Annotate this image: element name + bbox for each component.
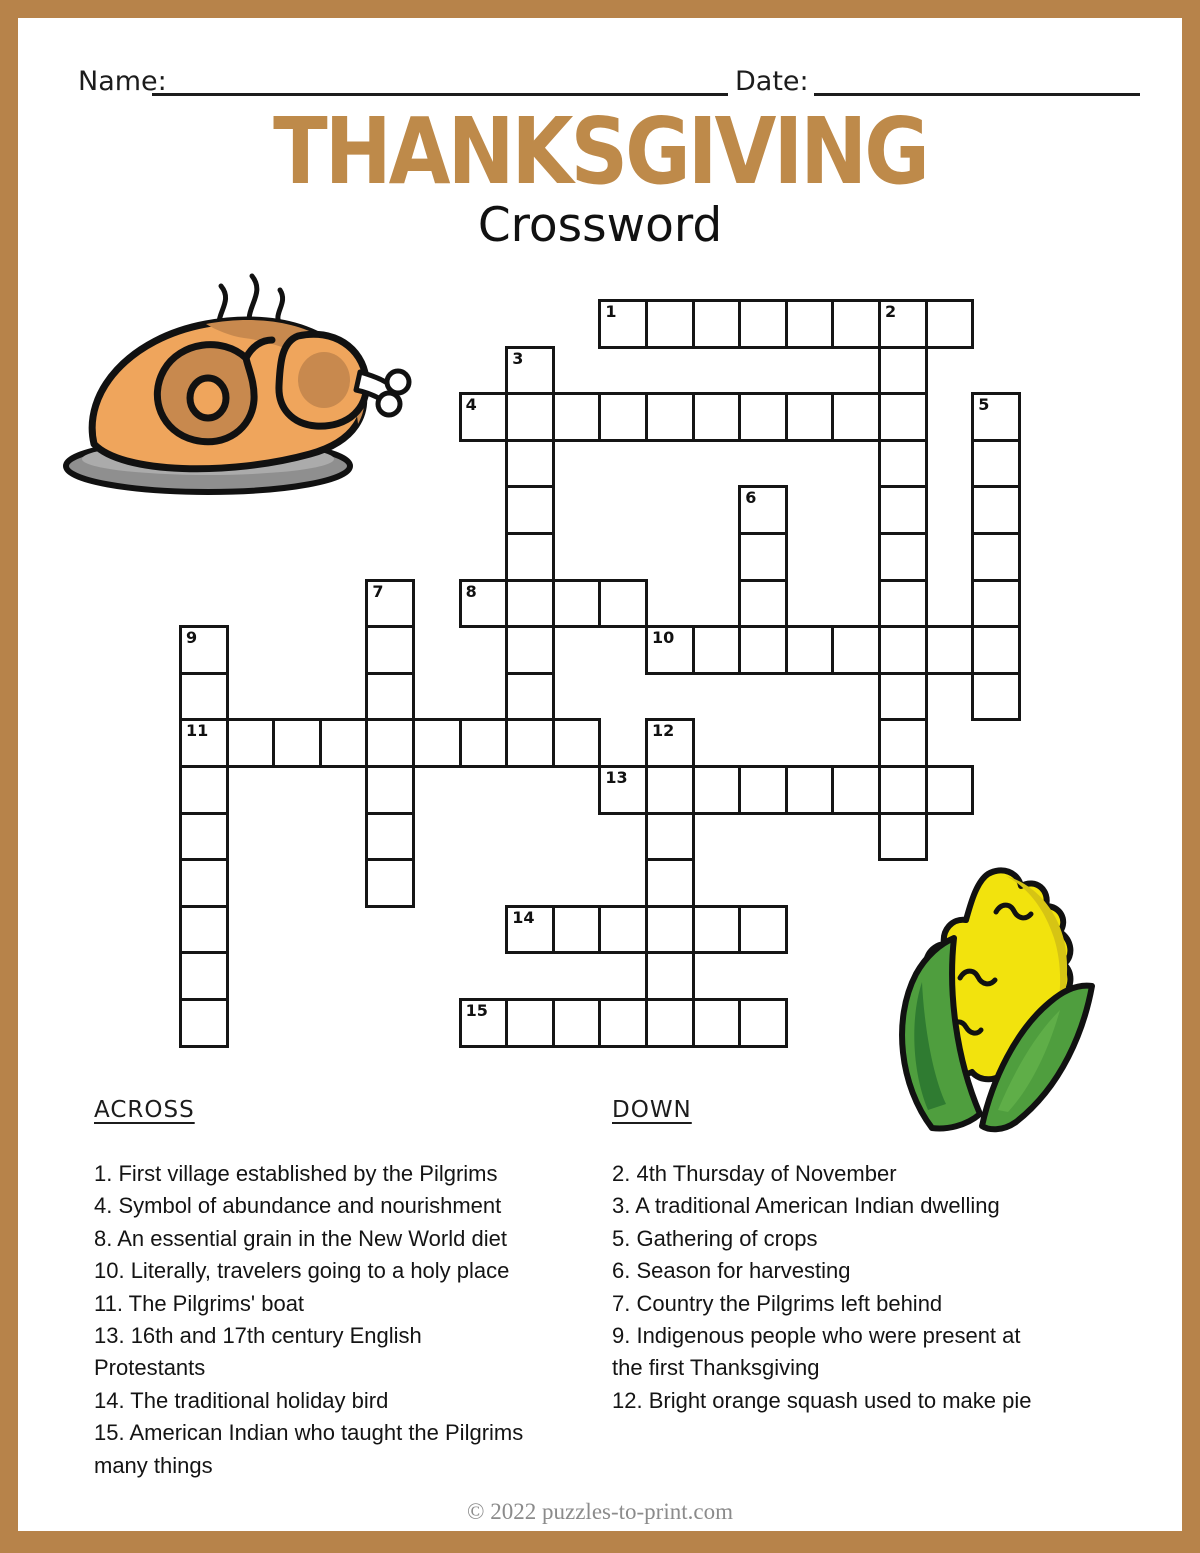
- crossword-cell[interactable]: [738, 905, 788, 955]
- crossword-cell[interactable]: [645, 858, 695, 908]
- across-clues-section: [94, 1097, 614, 1482]
- clue-across-8: 8. An essential grain in the New World diet: [94, 1225, 507, 1251]
- crossword-cell[interactable]: [459, 998, 509, 1048]
- cell-number: 5: [978, 395, 990, 415]
- crossword-cell[interactable]: [878, 625, 928, 675]
- crossword-cell[interactable]: [179, 951, 229, 1001]
- clue-down-2: 2. 4th Thursday of November: [612, 1161, 897, 1186]
- crossword-cell[interactable]: [645, 951, 695, 1001]
- crossword-cell[interactable]: [971, 392, 1021, 442]
- crossword-cell[interactable]: [971, 672, 1021, 722]
- clue-across-14: 14. The traditional holiday bird: [94, 1387, 389, 1413]
- turkey-illustration: [58, 248, 418, 498]
- crossword-cell[interactable]: [878, 299, 928, 349]
- crossword-cell[interactable]: [505, 346, 555, 396]
- clue-across-11: 11. The Pilgrims' boat: [94, 1290, 305, 1316]
- crossword-cell[interactable]: [459, 392, 509, 442]
- crossword-cell[interactable]: [738, 765, 788, 815]
- crossword-cell[interactable]: [785, 765, 835, 815]
- crossword-cell[interactable]: [692, 392, 742, 442]
- crossword-cell[interactable]: [785, 299, 835, 349]
- crossword-cell[interactable]: [552, 392, 602, 442]
- crossword-cell[interactable]: [645, 299, 695, 349]
- crossword-cell[interactable]: [831, 625, 881, 675]
- drumstick: [279, 334, 409, 426]
- crossword-cell[interactable]: [505, 579, 555, 629]
- cell-number: 9: [186, 628, 198, 648]
- crossword-cell[interactable]: [971, 579, 1021, 629]
- crossword-cell[interactable]: [971, 439, 1021, 489]
- down-heading: DOWN: [612, 1097, 692, 1123]
- crossword-cell[interactable]: [738, 625, 788, 675]
- clue-down-9: 9. Indigenous people who were present at the first Thanksgiving: [612, 1323, 1021, 1381]
- date-input-line[interactable]: [814, 93, 1140, 96]
- crossword-cell[interactable]: [505, 998, 555, 1048]
- crossword-cell[interactable]: [319, 718, 369, 768]
- crossword-cell[interactable]: [179, 812, 229, 862]
- crossword-cell[interactable]: [505, 485, 555, 535]
- name-label: Name:: [78, 66, 167, 97]
- crossword-cell[interactable]: [831, 299, 881, 349]
- down-clues-section: [612, 1097, 1157, 1417]
- crossword-cell[interactable]: [878, 439, 928, 489]
- crossword-cell[interactable]: [598, 765, 648, 815]
- cell-number: 8: [465, 581, 477, 601]
- cell-number: 1: [605, 302, 617, 321]
- crossword-cell[interactable]: [459, 579, 509, 629]
- crossword-cell[interactable]: [179, 672, 229, 722]
- cell-number: 13: [605, 768, 628, 787]
- crossword-cell[interactable]: [692, 765, 742, 815]
- cell-number: 15: [465, 1001, 488, 1020]
- clue-down-6: 6. Season for harvesting: [612, 1258, 851, 1284]
- clue-across-10: 10. Literally, travelers going to a holy place: [94, 1258, 510, 1284]
- clue-across-1: 1. First village established by the Pilgrims: [94, 1161, 498, 1186]
- cell-number: 14: [512, 907, 535, 927]
- crossword-cell[interactable]: [971, 485, 1021, 535]
- down-clue-list: [612, 1158, 1157, 1417]
- crossword-cell[interactable]: [365, 812, 415, 862]
- crossword-cell[interactable]: [878, 532, 928, 582]
- crossword-cell[interactable]: [179, 858, 229, 908]
- crossword-cell[interactable]: [179, 998, 229, 1048]
- cell-number: 7: [372, 581, 384, 601]
- crossword-cell[interactable]: [552, 998, 602, 1048]
- crossword-cell[interactable]: [598, 998, 648, 1048]
- page-subtitle: Crossword: [477, 198, 723, 253]
- crossword-cell[interactable]: [645, 765, 695, 815]
- crossword-cell[interactable]: [552, 579, 602, 629]
- clue-across-15: 15. American Indian who taught the Pilgrims many things: [94, 1420, 524, 1478]
- crossword-cell[interactable]: [645, 718, 695, 768]
- crossword-cell[interactable]: [505, 625, 555, 675]
- crossword-cell[interactable]: [179, 718, 229, 768]
- crossword-cell[interactable]: [738, 532, 788, 582]
- cell-number: 10: [652, 628, 675, 648]
- crossword-cell[interactable]: [365, 625, 415, 675]
- crossword-cell[interactable]: [505, 532, 555, 582]
- crossword-cell[interactable]: [505, 905, 555, 955]
- crossword-cell[interactable]: [878, 579, 928, 629]
- crossword-cell[interactable]: [878, 485, 928, 535]
- crossword-cell[interactable]: [785, 625, 835, 675]
- crossword-cell[interactable]: [598, 905, 648, 955]
- crossword-cell[interactable]: [645, 905, 695, 955]
- crossword-cell[interactable]: [552, 905, 602, 955]
- crossword-cell[interactable]: [738, 485, 788, 535]
- crossword-cell[interactable]: [925, 299, 975, 349]
- crossword-cell[interactable]: [692, 625, 742, 675]
- clue-down-12: 12. Bright orange squash used to make pie: [612, 1387, 1032, 1413]
- crossword-cell[interactable]: [878, 765, 928, 815]
- crossword-cell[interactable]: [878, 672, 928, 722]
- crossword-cell[interactable]: [505, 439, 555, 489]
- crossword-cell[interactable]: [692, 299, 742, 349]
- crossword-cell[interactable]: [365, 765, 415, 815]
- crossword-cell[interactable]: [365, 858, 415, 908]
- crossword-cell[interactable]: [179, 905, 229, 955]
- clue-down-5: 5. Gathering of crops: [612, 1225, 818, 1251]
- crossword-cell[interactable]: [365, 579, 415, 629]
- crossword-cell[interactable]: [598, 579, 648, 629]
- crossword-cell[interactable]: [226, 718, 276, 768]
- clue-down-7: 7. Country the Pilgrims left behind: [612, 1290, 943, 1316]
- crossword-cell[interactable]: [598, 392, 648, 442]
- crossword-cell[interactable]: [692, 905, 742, 955]
- crossword-cell[interactable]: [505, 672, 555, 722]
- clue-down-3: 3. A traditional American Indian dwelling: [612, 1193, 1000, 1219]
- crossword-cell[interactable]: [179, 765, 229, 815]
- crossword-cell[interactable]: [645, 392, 695, 442]
- crossword-cell[interactable]: [598, 299, 648, 349]
- crossword-cell[interactable]: [738, 392, 788, 442]
- crossword-cell[interactable]: [878, 718, 928, 768]
- across-clue-list: [94, 1158, 614, 1482]
- date-label: Date:: [735, 66, 809, 97]
- clue-across-4: 4. Symbol of abundance and nourishment: [94, 1193, 502, 1219]
- cell-number: 4: [465, 395, 477, 415]
- crossword-cell[interactable]: [272, 718, 322, 768]
- crossword-cell[interactable]: [365, 718, 415, 768]
- crossword-cell[interactable]: [505, 718, 555, 768]
- page-title: THANKSGIVING: [273, 98, 927, 205]
- cell-number: 3: [512, 348, 524, 368]
- crossword-cell[interactable]: [878, 392, 928, 442]
- crossword-cell[interactable]: [831, 392, 881, 442]
- clue-across-13: 13. 16th and 17th century English Protestants: [94, 1323, 422, 1381]
- crossword-cell[interactable]: [831, 765, 881, 815]
- crossword-cell[interactable]: [878, 346, 928, 396]
- crossword-cell[interactable]: [505, 392, 555, 442]
- crossword-cell[interactable]: [645, 998, 695, 1048]
- crossword-cell[interactable]: [738, 579, 788, 629]
- crossword-cell[interactable]: [878, 812, 928, 862]
- copyright-footer: © 2022 puzzles-to-print.com: [467, 1499, 733, 1524]
- cell-number: 6: [745, 488, 757, 508]
- crossword-cell[interactable]: [785, 392, 835, 442]
- cell-number: 12: [652, 721, 675, 741]
- crossword-cell[interactable]: [971, 532, 1021, 582]
- across-heading: ACROSS: [94, 1097, 195, 1123]
- crossword-cell[interactable]: [459, 718, 509, 768]
- crossword-cell[interactable]: [179, 625, 229, 675]
- crossword-cell[interactable]: [925, 765, 975, 815]
- crossword-cell[interactable]: [738, 299, 788, 349]
- crossword-cell[interactable]: [971, 625, 1021, 675]
- crossword-cell[interactable]: [645, 625, 695, 675]
- crossword-cell[interactable]: [365, 672, 415, 722]
- name-input-line[interactable]: [152, 93, 728, 96]
- crossword-cell[interactable]: [692, 998, 742, 1048]
- crossword-cell[interactable]: [738, 998, 788, 1048]
- cell-number: 11: [186, 721, 209, 741]
- crossword-cell[interactable]: [412, 718, 462, 768]
- crossword-cell[interactable]: [645, 812, 695, 862]
- crossword-cell[interactable]: [552, 718, 602, 768]
- cell-number: 2: [885, 302, 897, 321]
- crossword-cell[interactable]: [925, 625, 975, 675]
